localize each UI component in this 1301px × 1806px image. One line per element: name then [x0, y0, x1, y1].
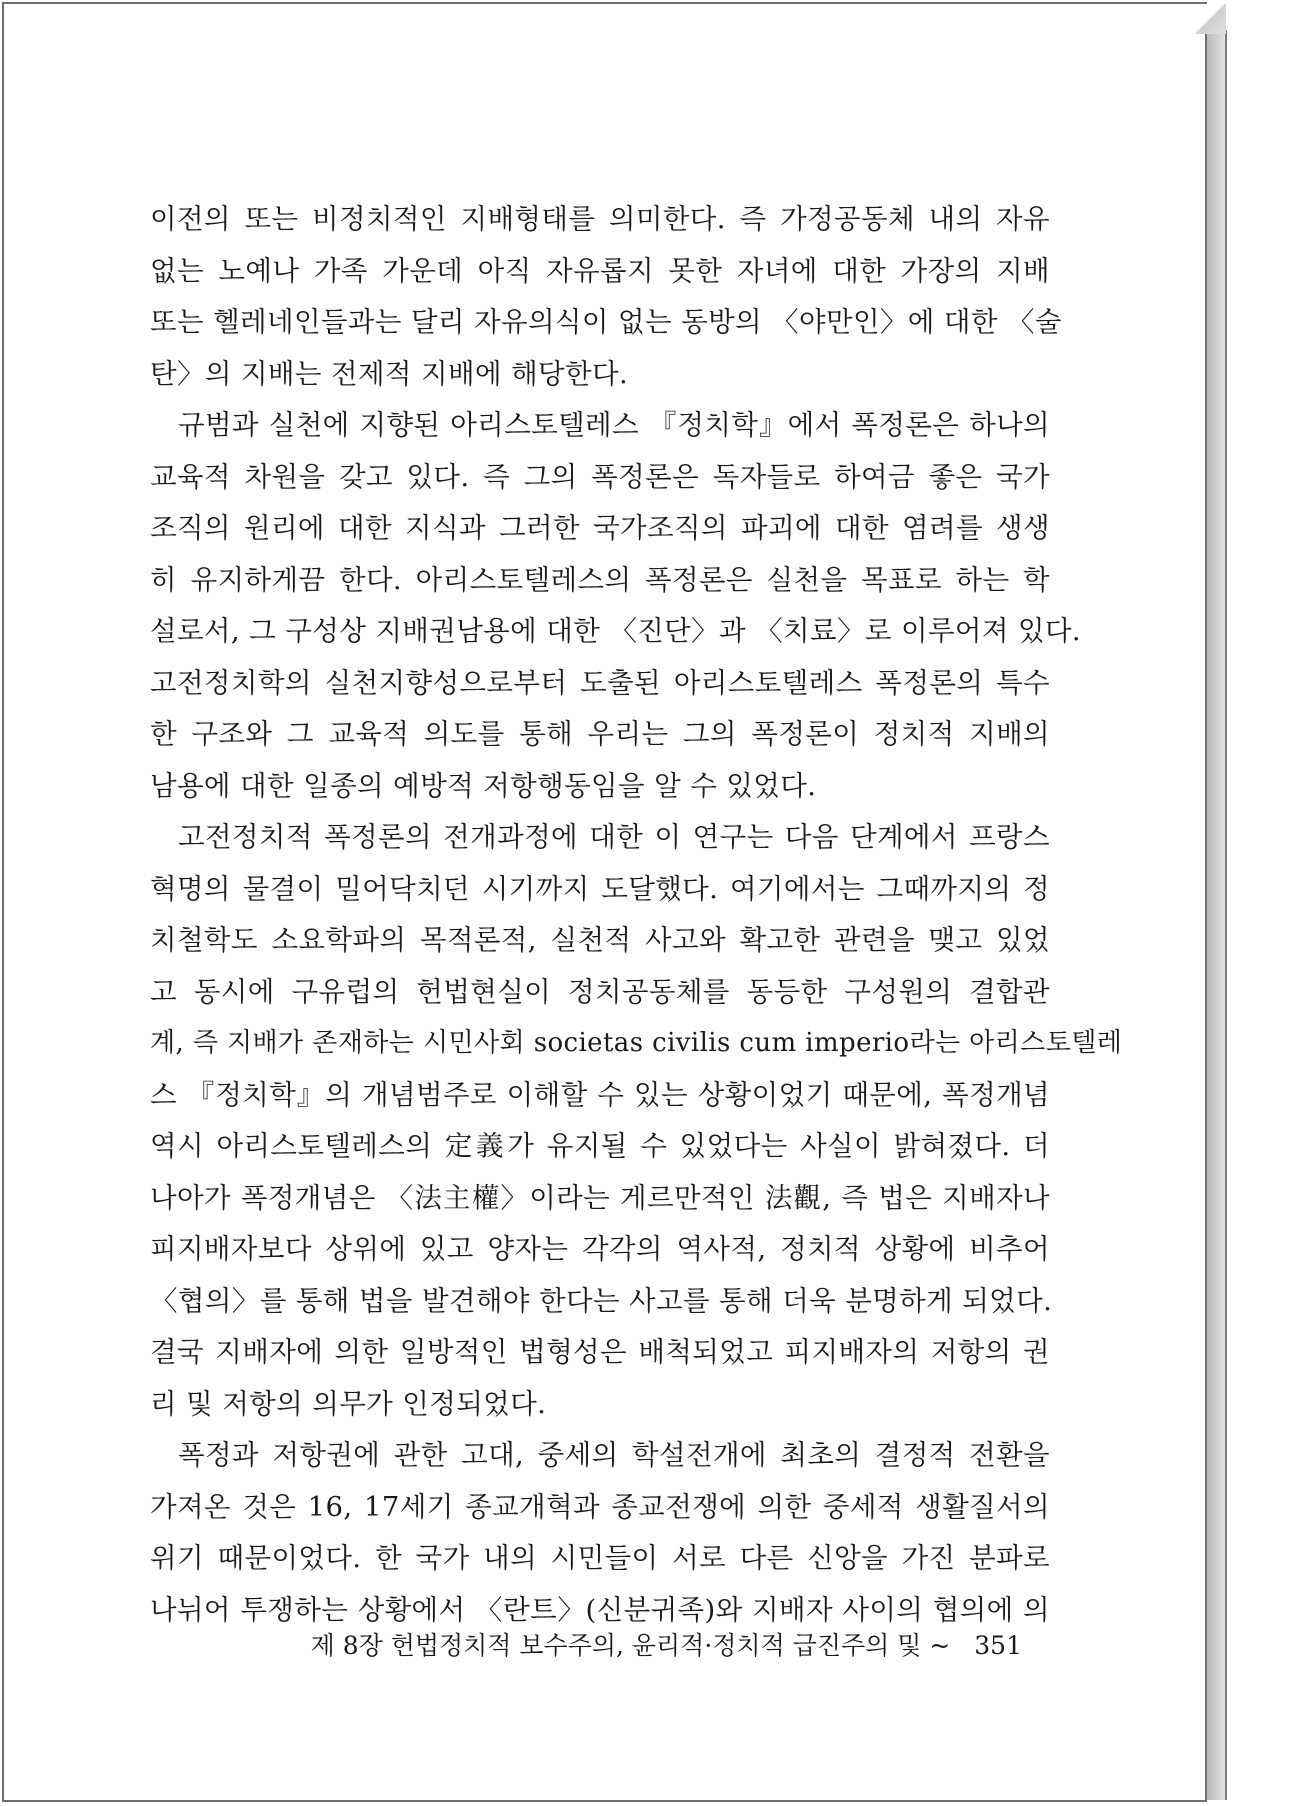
- body-text: [150, 194, 1123, 1626]
- text-line: 계, 즉 지배가 존재하는 시민사회 societas civilis cum imperio라는 아리스토텔레: [150, 1028, 1123, 1058]
- text-line: 규범과 실천에 지향된 아리스토텔레스 『정치학』에서 폭정론은 하나의: [178, 409, 1050, 441]
- running-head: 제 8장 헌법정치적 보수주의, 윤리적·정치적 급진주의 및 ~: [310, 1631, 951, 1660]
- page-number: 351: [974, 1631, 1022, 1660]
- text-line: 치철학도 소요학파의 목적론적, 실천적 사고와 확고한 관련을 맺고 있었: [150, 924, 1050, 956]
- text-line: 결국 지배자에 의한 일방적인 법형성은 배척되었고 피지배자의 저항의 권: [150, 1336, 1050, 1368]
- page-footer: [150, 1620, 1022, 1672]
- text-line: 없는 노예나 가족 가운데 아직 자유롭지 못한 자녀에 대한 가장의 지배: [150, 254, 1050, 287]
- text-line: 고전정치적 폭정론의 전개과정에 대한 이 연구는 다음 단계에서 프랑스: [178, 821, 1050, 853]
- text-line: 이전의 또는 비정치적인 지배형태를 의미한다. 즉 가정공동체 내의 자유: [150, 203, 1050, 235]
- text-line: 교육적 차원을 갖고 있다. 즉 그의 폭정론은 독자들로 하여금 좋은 국가: [150, 460, 1050, 493]
- text-line: 스 『정치학』의 개념범주로 이해할 수 있는 상황이었기 때문에, 폭정개념: [150, 1078, 1050, 1111]
- text-line: 고 동시에 구유럽의 헌법현실이 정치공동체를 동등한 구성원의 결합관: [150, 975, 1050, 1008]
- text-line: 탄〉의 지배는 전제적 지배에 해당한다.: [150, 357, 629, 390]
- text-line: 역시 아리스토텔레스의 定義가 유지될 수 있었다는 사실이 밝혀졌다. 더: [150, 1130, 1050, 1162]
- text-line: 리 및 저항의 의무가 인정되었다.: [150, 1387, 547, 1420]
- text-line: 설로서, 그 구성상 지배권남용에 대한 〈진단〉과 〈치료〉로 이루어져 있다.: [150, 615, 1082, 647]
- text-line: 또는 헬레네인들과는 달리 자유의식이 없는 동방의 〈야만인〉에 대한 〈술: [150, 306, 1062, 338]
- text-line: 폭정과 저항권에 관한 고대, 중세의 학설전개에 최초의 결정적 전환을: [178, 1439, 1050, 1471]
- text-line: 피지배자보다 상위에 있고 양자는 각각의 역사적, 정치적 상황에 비추어: [150, 1233, 1050, 1265]
- text-line: 위기 때문이었다. 한 국가 내의 시민들이 서로 다른 신앙을 가진 분파로: [150, 1542, 1050, 1574]
- page-edge-shadow: [1207, 30, 1227, 1800]
- page-corner-fold: [1196, 4, 1226, 34]
- text-line: 히 유지하게끔 한다. 아리스토텔레스의 폭정론은 실천을 목표로 하는 학: [150, 563, 1050, 596]
- text-line: 나아가 폭정개념은 〈法主權〉이라는 게르만적인 法觀, 즉 법은 지배자나: [150, 1181, 1050, 1214]
- text-line: 남용에 대한 일종의 예방적 저항행동임을 알 수 있었다.: [150, 769, 817, 802]
- text-line: 한 구조와 그 교육적 의도를 통해 우리는 그의 폭정론이 정치적 지배의: [150, 718, 1050, 750]
- text-line: 고전정치학의 실천지향성으로부터 도출된 아리스토텔레스 폭정론의 특수: [150, 666, 1050, 699]
- text-line: 조직의 원리에 대한 지식과 그러한 국가조직의 파괴에 대한 염려를 생생: [150, 512, 1050, 544]
- text-line: 〈협의〉를 통해 법을 발견해야 한다는 사고를 통해 더욱 분명하게 되었다.: [150, 1284, 1053, 1317]
- text-line: 혁명의 물결이 밀어닥치던 시기까지 도달했다. 여기에서는 그때까지의 정: [150, 872, 1050, 905]
- text-line: 가져온 것은 16, 17세기 종교개혁과 종교전쟁에 의한 중세적 생활질서의: [150, 1490, 1050, 1523]
- text-line: 나뉘어 투쟁하는 상황에서 〈란트〉(신분귀족)와 지배자 사이의 협의에 의: [150, 1593, 1050, 1626]
